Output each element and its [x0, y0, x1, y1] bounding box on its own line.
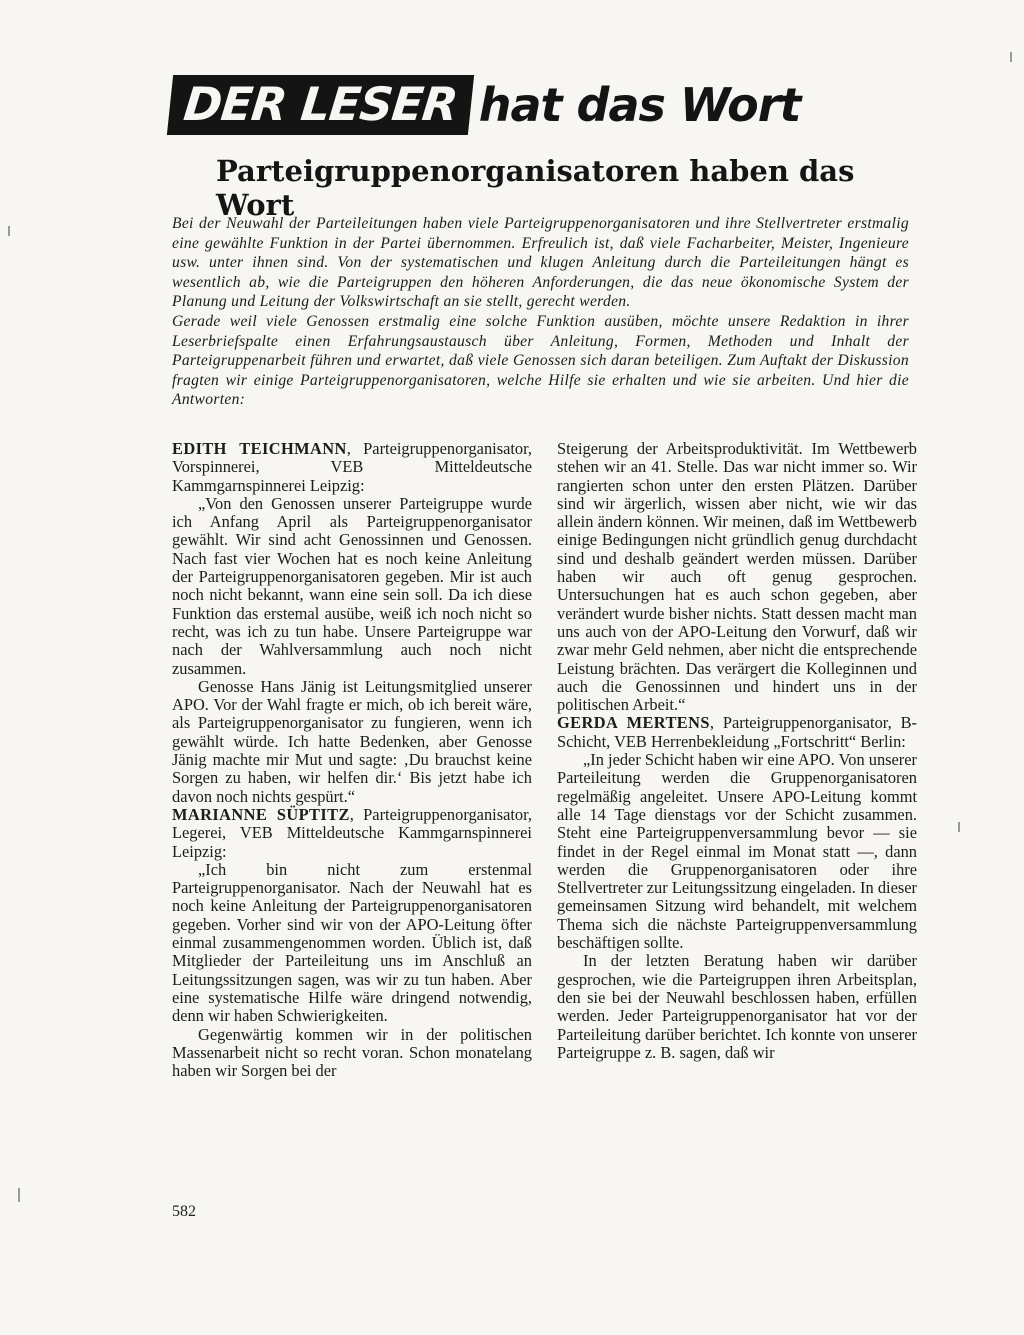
scan-mark: [958, 822, 960, 832]
letter-header: [557, 714, 917, 751]
letter-header: [172, 806, 532, 861]
paragraph: Gegenwärtig kommen wir in der politischen Massenarbeit nicht so recht voran. Schon monatelang haben wir Sorgen bei der: [172, 1024, 532, 1081]
intro-paragraph: Gerade weil viele Genossen erstmalig eine solche Funktion ausüben, möchte unsere Redaktion in ihrer Leserbriefspalte einen Erfahrungsaustausch über Anleitung, Formen, Methoden und Inhalt der Parteigruppenarbeit führen und erwartet, daß viele Genossen sich daran beteiligen. Zum Auftakt der Diskussion fragten wir einige Parteigruppenorganisatoren, welche Hilfe sie erhalten und wie sie arbeiten. Und hier die Antworten:: [172, 312, 909, 409]
column-banner: [170, 72, 800, 138]
scan-mark: [1010, 52, 1012, 62]
banner-highlight: DER LESER: [167, 75, 474, 135]
article-headline: Parteigruppenorganisatoren haben das Wort: [216, 154, 855, 222]
author-role: , Parteigruppenorganisator, Vorspinnerei, VEB Mitteldeutsche Kammgarnspinnerei Leipzig:: [172, 439, 532, 495]
author-role: , Parteigruppenorganisator, Legerei, VEB Mitteldeutsche Kammgarnspinnerei Leipzig:: [172, 804, 532, 861]
paragraph: Genosse Hans Jänig ist Leitungsmitglied unserer APO. Vor der Wahl fragte er mich, ob ich bereit wäre, als Parteigruppenorganisator zu fungieren, wenn ich gewählt würde. Ich hatte Bedenken, aber Genosse Jänig machte mir Mut und sagte: ‚Du brauchst keine Sorgen zu haben, wir helfen dir.‘ Bis jetzt habe ich davon noch nichts gespürt.“: [172, 676, 532, 806]
article-intro: [172, 214, 909, 410]
paragraph: „Von den Genossen unserer Parteigruppe wurde ich Anfang April als Parteigruppenorganisator gewählt. Wir sind acht Genossinnen und Genossen. Nach fast vier Wochen hat es noch keine Anleitung der Parteigruppenorganisatoren gegeben. Mir ist auch noch nicht bekannt, wann eine sein soll. Da ich diese Funktion das erstemal ausübe, weiß ich noch nicht so recht, was ich zu tun habe. Unsere Parteigruppe war nach der Wahlversammlung auch noch nicht zusammen.: [172, 493, 532, 678]
paragraph: Steigerung der Arbeitsproduktivität. Im Wettbewerb stehen wir an 41. Stelle. Das war nicht immer so. Wir rangierten schon unter den ersten Plätzen. Darüber sind wir ärgerlich, wissen aber nicht, wie wir das allein ändern können. Wir meinen, daß im Wettbewerb einige Bedingungen nicht gründlich genug durchdacht sind und deshalb geändert werden müssen. Darüber haben wir auch oft genug gesprochen. Untersuchungen hat es auch schon gegeben, aber verändert wurde bisher nichts. Statt dessen macht man uns auch von der APO-Leitung den Vorwurf, daß wir zwar mehr Geld nehmen, aber nicht die entsprechende Leistung brächten. Das verärgert die Kolleginnen und auch die Genossinnen und hindert uns in der politischen Arbeit.“: [557, 439, 917, 715]
right-column: [557, 440, 917, 1062]
paragraph: „In jeder Schicht haben wir eine APO. Von unserer Parteileitung werden die Gruppenorganisatoren regelmäßig angeleitet. Unsere APO-Leitung kommt alle 14 Tage dienstags vor der Schicht zusammen. Steht eine Parteigruppenversammlung bevor — sie findet in der Regel einmal im Monat statt —, dann werden die Gruppenorganisatoren oder ihre Stellvertreter zur Leitungssitzung eingeladen. In dieser gemeinsamen Sitzung wird behandelt, mit welchem Thema sich die nächste Parteigruppenversammlung beschäftigen sollte.: [557, 750, 917, 953]
scan-mark: [18, 1188, 20, 1202]
author-name: MARIANNE SÜPTITZ: [172, 804, 350, 824]
author-role: , Parteigruppenorganisator, B-Schicht, VEB Herrenbekleidung „Fortschritt“ Berlin:: [557, 713, 917, 751]
paragraph: „Ich bin nicht zum erstenmal Parteigruppenorganisator. Nach der Neuwahl hat es noch keine Anleitung der Parteigruppenorganisatoren gegeben. Vorher sind wir von der APO-Leitung öfter einmal zusammengenommen worden. Üblich ist, daß Mitglieder der Parteileitung uns im Anschluß an Leitungssitzungen sagen, was wir zu tun haben. Aber eine systematische Hilfe wäre dringend notwendig, denn wir haben Schwierigkeiten.: [172, 859, 532, 1026]
author-name: GERDA MERTENS: [557, 713, 710, 733]
page-number: 582: [172, 1203, 196, 1220]
author-name: EDITH TEICHMANN: [172, 439, 347, 458]
left-column: [172, 440, 532, 1080]
banner-text: hat das Wort: [478, 78, 801, 132]
paragraph: In der letzten Beratung haben wir darüber gesprochen, wie die Parteigruppen ihren Arbeitsplan, den sie bei der Neuwahl beschlossen haben, erfüllen werden. Jeder Parteigruppenorganisator hat vor der Parteileitung darüber berichtet. Ich konnte von unserer Parteigruppe z. B. sagen, daß wir: [557, 951, 917, 1062]
intro-paragraph: Bei der Neuwahl der Parteileitungen haben viele Parteigruppenorganisatoren und ihre Stellvertreter erstmalig eine gewählte Funktion in der Partei übernommen. Erfreulich ist, daß viele Facharbeiter, Meister, Ingenieure usw. unter ihnen sind. Von der systematischen und klugen Anleitung durch die Parteileitungen hängt es wesentlich ab, wie die Parteigruppen den höheren Anforderungen, die das neue ökonomische System der Planung und Leitung der Volkswirtschaft an sie stellt, gerecht werden.: [172, 215, 909, 311]
scan-mark: [8, 226, 10, 236]
letter-header: [172, 440, 532, 495]
